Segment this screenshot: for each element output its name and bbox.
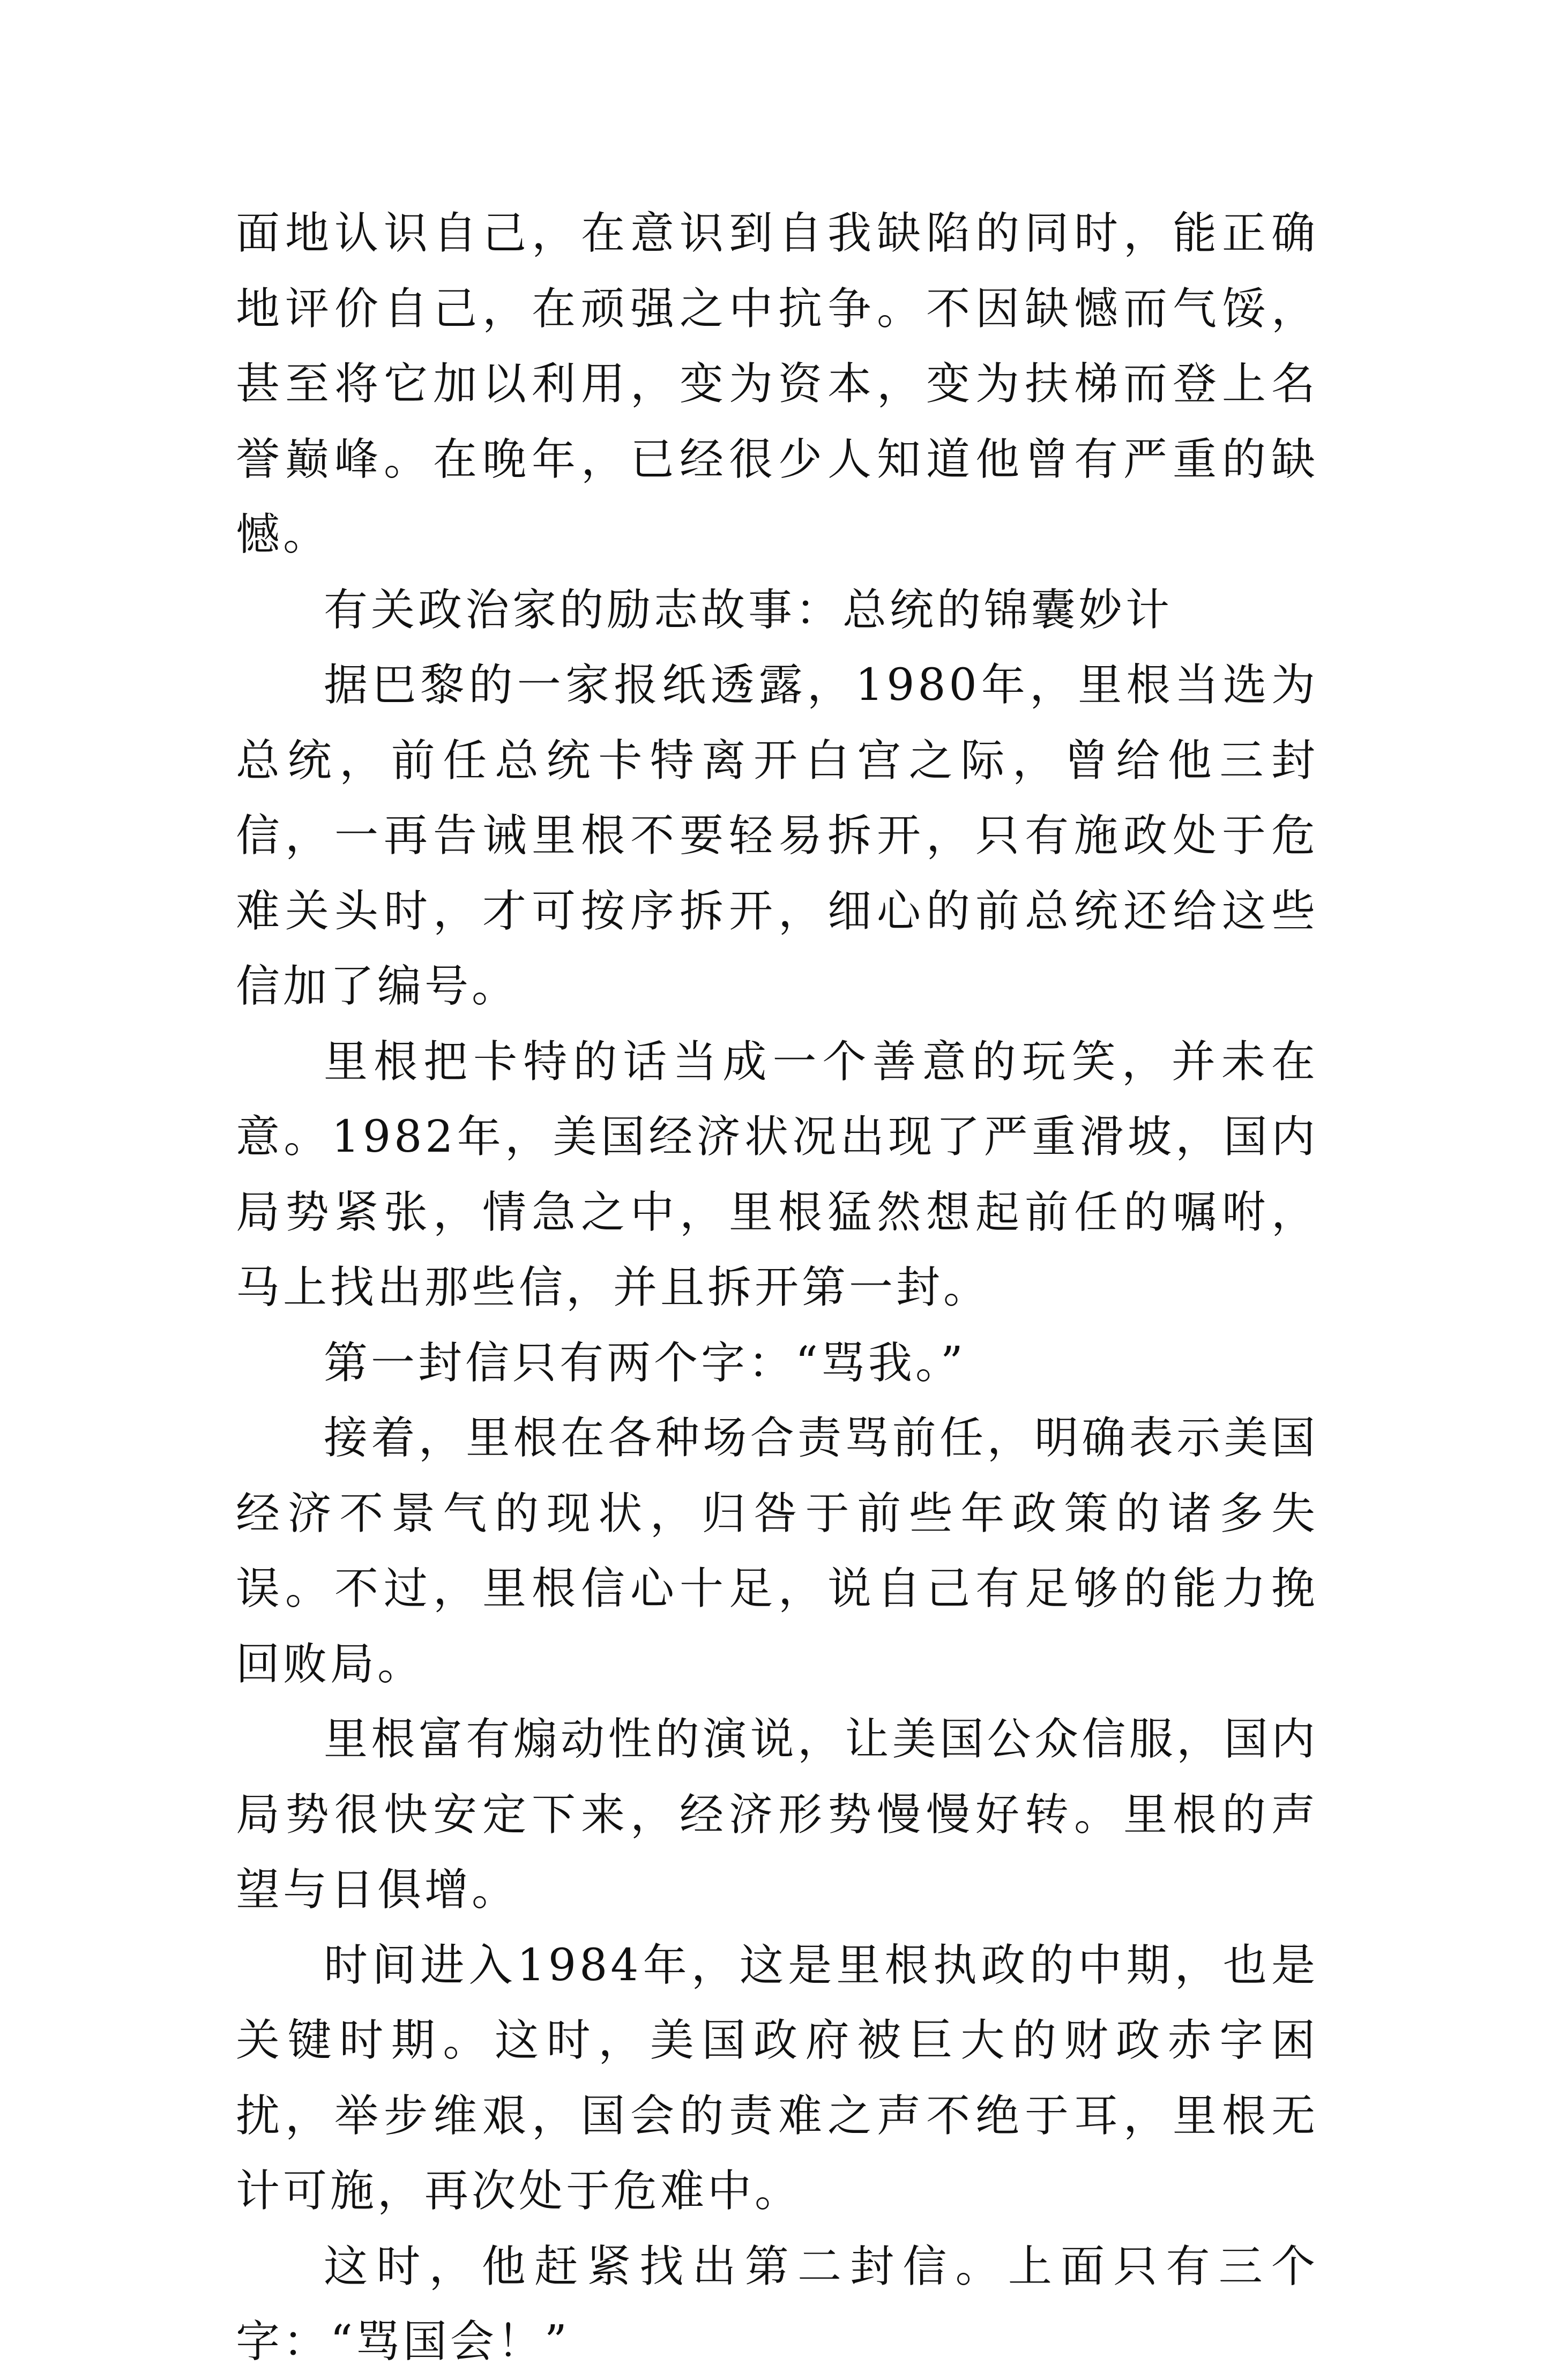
paragraph: 时间进入1984年，这是里根执政的中期，也是关键时期。这时，美国政府被巨大的财政赤字困扰，举步维艰，国会的责难之声不绝于耳，里根无计可施，再次处于危难中。: [236, 1939, 1318, 2217]
document-page: [236, 196, 1318, 2380]
paragraph-continuation: 面地认识自己，在意识到自我缺陷的同时，能正确地评价自己，在顽强之中抗争。不因缺憾而气馁，甚至将它加以利用，变为资本，变为扶梯而登上名誉巅峰。在晚年，已经很少人知道他曾有严重的缺憾。: [236, 208, 1318, 560]
paragraph: 里根把卡特的话当成一个善意的玩笑，并未在意。1982年，美国经济状况出现了严重滑坡，国内局势紧张，情急之中，里根猛然想起前任的嘱咐，马上找出那些信，并且拆开第一封。: [236, 1036, 1318, 1313]
paragraph: 据巴黎的一家报纸透露，1980年，里根当选为总统，前任总统卡特离开白宫之际，曾给他三封信，一再告诫里根不要轻易拆开，只有施政处于危难关头时，才可按序拆开，细心的前总统还给这些信加了编号。: [236, 660, 1318, 1012]
paragraph: 里根富有煽动性的演说，让美国公众信服，国内局势很快安定下来，经济形势慢慢好转。里根的声望与日俱增。: [236, 1714, 1318, 1915]
paragraph: 第一封信只有两个字：“骂我。”: [324, 1337, 966, 1389]
paragraph: 接着，里根在各种场合责骂前任，明确表示美国经济不景气的现状，归咎于前些年政策的诸多失误。不过，里根信心十足，说自己有足够的能力挽回败局。: [236, 1413, 1318, 1690]
paragraph: 这时，他赶紧找出第二封信。上面只有三个字：“骂国会！”: [236, 2241, 1318, 2367]
section-heading: 有关政治家的励志故事：总统的锦囊妙计: [324, 584, 1173, 636]
